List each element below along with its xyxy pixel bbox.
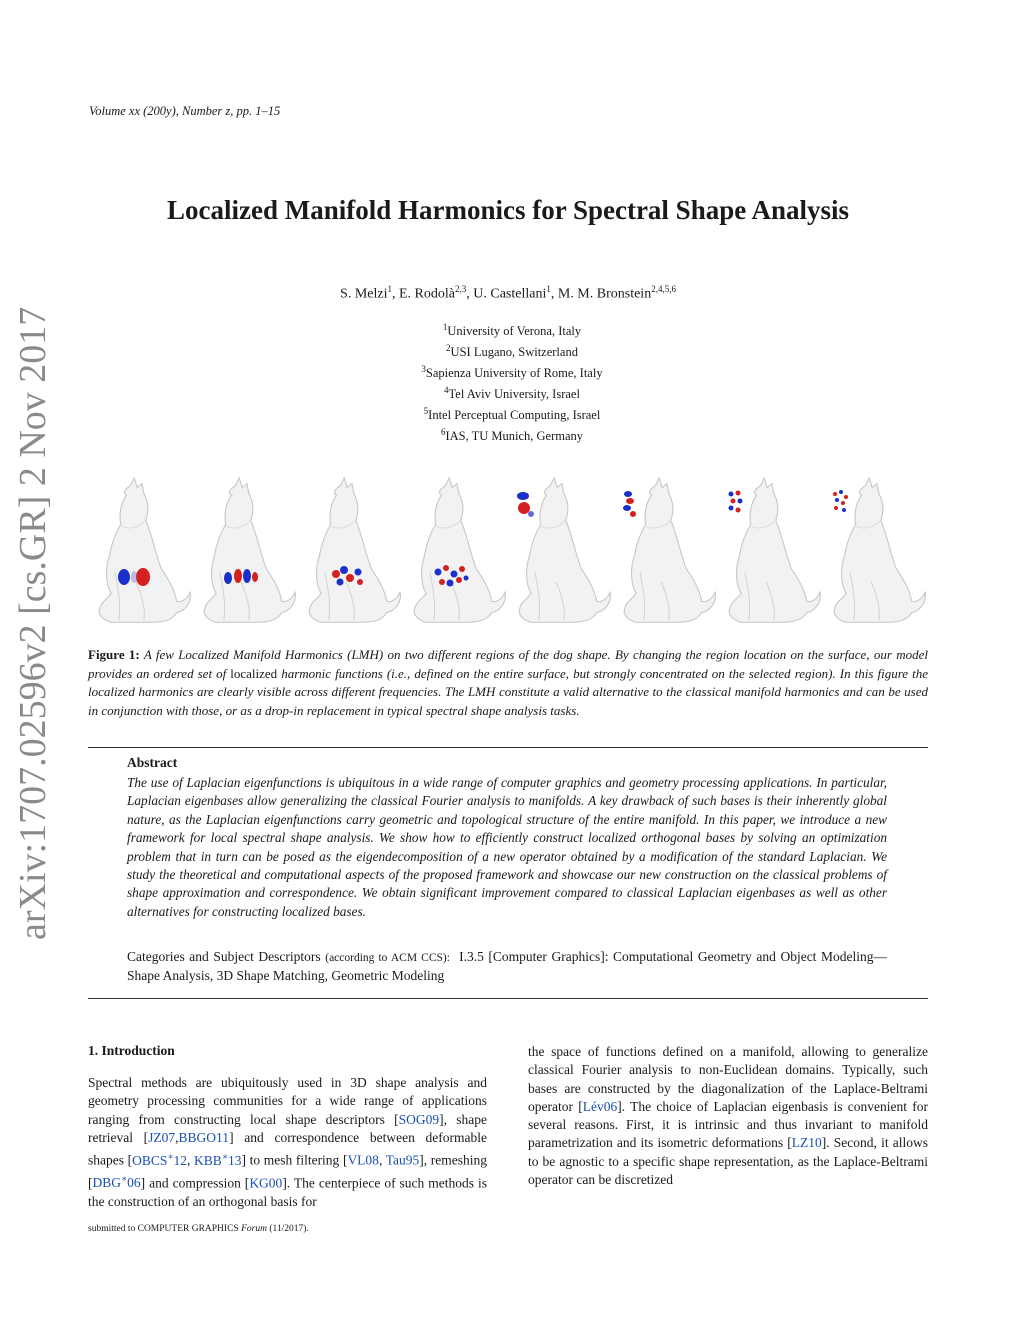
figure-caption (88, 646, 928, 720)
intro-paragraph-left (88, 1074, 487, 1211)
arxiv-identifier: arXiv:1707.02596v2 [cs.GR] 2 Nov 2017 (12, 306, 54, 940)
affiliation (0, 403, 1024, 424)
affiliation (0, 361, 1024, 382)
body-text: ] and compression [ (140, 1175, 250, 1191)
affiliation-marker: 4 (444, 384, 449, 395)
divider (88, 998, 928, 999)
dog-shape-3 (309, 478, 400, 622)
citation-marker: ∗ (221, 1151, 228, 1162)
page-footer (88, 1224, 309, 1234)
ccs-note: (according to ACM CCS): (325, 952, 450, 964)
author-affiliation-marker: 1 (546, 284, 551, 294)
author-name: E. Rodolà (399, 286, 455, 302)
intro-paragraph-right (528, 1043, 928, 1189)
citation-text: OBCS (132, 1152, 168, 1168)
citation-link[interactable]: LZ10 (791, 1135, 822, 1151)
body-text: ]. The choice of Laplacian eigenbasis is convenient for several reasons. First, it is intrinsic and thus invariant to manifold parametrization and its isometric deformations [ (528, 1098, 928, 1151)
figure-dog-harmonics (88, 470, 930, 630)
citation-link[interactable]: VL08 (347, 1152, 379, 1168)
caption-text: harmonic functions (i.e., defined on the entire surface, but strongly concentrated on the selected region). In this figure the localized harmonics are clearly visible across different frequencies. The LMH constitute a valid alternative to the classical manifold harmonics and can be used in conjunction with those, or as a drop-in replacement in typical spectral shape analysis tasks. (88, 665, 928, 718)
affiliation-marker: 1 (442, 322, 448, 332)
affiliation (0, 340, 1024, 361)
affiliation-text: USI Lugano, Switzerland (450, 345, 578, 360)
dog-shape-1 (99, 478, 190, 622)
body-text: ] to mesh filtering [ (241, 1152, 348, 1168)
author-name: S. Melzi (340, 286, 388, 302)
ccs-descriptors (127, 948, 887, 986)
paper-title: Localized Manifold Harmonics for Spectral Shape Analysis (166, 195, 849, 225)
affiliation-text: IAS, TU Munich, Germany (445, 428, 584, 443)
body-text: Spectral methods are ubiquitously used in 3D shape analysis and geometry processing communities for a wide range of applications ranging from constructing local shape descriptors [ (88, 1075, 487, 1127)
figure-label: Figure 1: (88, 647, 140, 662)
body-text: the space of functions defined on a manifold, allowing to generalize classical Fourier analysis to non-Euclidean domains. Typically, such bases are constructed by the diagonalization of the Laplace-Beltrami operator [ (528, 1044, 928, 1114)
citation-link[interactable] (194, 1153, 241, 1168)
citation-link[interactable] (93, 1175, 141, 1190)
citation-text: 06 (127, 1175, 141, 1191)
divider (88, 747, 928, 748)
body-text: ], remeshing [ (88, 1152, 487, 1191)
affiliation-marker: 6 (440, 426, 446, 437)
citation-link[interactable]: Lév06 (582, 1098, 618, 1114)
body-text: ] and correspondence between deformable shapes [ (88, 1129, 487, 1168)
footer-text: (11/2017). (269, 1224, 309, 1234)
affiliation-marker: 3 (421, 363, 426, 374)
dog-shape-8 (833, 478, 925, 622)
author-name: U. Castellani (473, 286, 547, 302)
section-heading: 1. Introduction (88, 1043, 175, 1058)
citation-link[interactable]: JZ07 (148, 1129, 176, 1145)
citation-marker: ∗ (167, 1151, 174, 1162)
citation-link[interactable]: Tau95 (385, 1152, 420, 1168)
body-text: ]. Second, it allows to be agnostic to a specific shape representation, as the Laplace-Beltrami operator can be discretized (528, 1135, 928, 1188)
body-text: , (378, 1152, 386, 1168)
author-name: M. M. Bronstein (557, 286, 652, 302)
citation-text: DBG (92, 1175, 122, 1191)
author-list: S. Melzi$^1$, E. Rodolà$^{2,3}$, U. Castellani$^1$, M. M. Bronstein$^{2,4,5,6}$ (340, 284, 676, 302)
author-affiliation-marker: 1 (387, 284, 392, 294)
citation-link[interactable]: BBGO11 (178, 1129, 230, 1145)
citation-link[interactable]: SOG09 (398, 1111, 440, 1127)
affiliation (0, 424, 1024, 445)
dog-shape-5 (517, 478, 610, 622)
affiliation-text: Tel Aviv University, Israel (448, 387, 580, 402)
body-text: , (175, 1129, 179, 1145)
body-text: , (187, 1152, 195, 1168)
citation-marker: ∗ (121, 1173, 128, 1184)
running-header: Volume xx (200y), Number z, pp. 1–15 (89, 104, 281, 118)
affiliation-list (0, 319, 1024, 445)
abstract-heading: Abstract (127, 755, 178, 770)
author-affiliation-marker: 2,4,5,6 (651, 284, 676, 294)
affiliation-text: Sapienza University of Rome, Italy (425, 366, 603, 381)
citation-text: 13 (227, 1152, 242, 1168)
caption-text: A few Localized Manifold Harmonics (LMH) on two different regions of the dog shape. By changing the region location on the surface, our model provides an ordered set of (88, 647, 928, 681)
affiliation (0, 319, 1024, 340)
dog-shape-2 (204, 478, 295, 622)
affiliation-text: University of Verona, Italy (447, 324, 582, 339)
affiliation (0, 382, 1024, 403)
author-affiliation-marker: 2,3 (455, 284, 467, 294)
footer-text: submitted to COMPUTER GRAPHICS (88, 1224, 239, 1234)
dog-shape-7 (729, 478, 821, 622)
body-text: ], shape retrieval [ (88, 1111, 487, 1145)
citation-text: 12 (173, 1152, 188, 1168)
dog-shape-6 (623, 478, 715, 622)
caption-emphasis: localized (230, 665, 278, 681)
citation-text: KBB (194, 1152, 222, 1168)
ccs-label: Categories and Subject Descriptors (127, 949, 321, 964)
abstract-text: The use of Laplacian eigenfunctions is ubiquitous in a wide range of computer graphics and geometry processing applications. In particular, Laplacian eigenbases allow generalizing the classical Fourier analysis to manifolds. A key drawback of such bases is their inherently global nature, as the Laplacian eigenfunctions carry geometric and topological structure of the entire manifold. In this paper, we introduce a new framework for local spectral shape analysis. We show how to efficiently construct localized orthogonal bases by solving an optimization problem that in turn can be posed as the eigendecomposition of a new operator obtained by a modification of the standard Laplacian. We study the theoretical and computational aspects of the proposed framework and showcase our new construction on the classical problems of shape approximation and correspondence. We obtain significant improvement compared to classical Laplacian eigenbases as well as other alternatives for constructing localized bases. (127, 775, 887, 919)
ccs-text: I.3.5 [Computer Graphics]: Computational Geometry and Object Modeling—Shape Analysis, 3D Shape Matching, Geometric Modeling (127, 949, 888, 984)
affiliation-marker: 2 (446, 342, 451, 353)
citation-link[interactable]: KG00 (249, 1175, 283, 1191)
affiliation-marker: 5 (423, 405, 429, 416)
footer-italic: Forum (241, 1224, 267, 1234)
affiliation-text: Intel Perceptual Computing, Israel (428, 407, 601, 422)
dog-shape-4 (414, 478, 505, 622)
body-text: ]. The centerpiece of such methods is the construction of an orthogonal basis for (88, 1175, 487, 1209)
citation-link[interactable] (132, 1153, 187, 1168)
